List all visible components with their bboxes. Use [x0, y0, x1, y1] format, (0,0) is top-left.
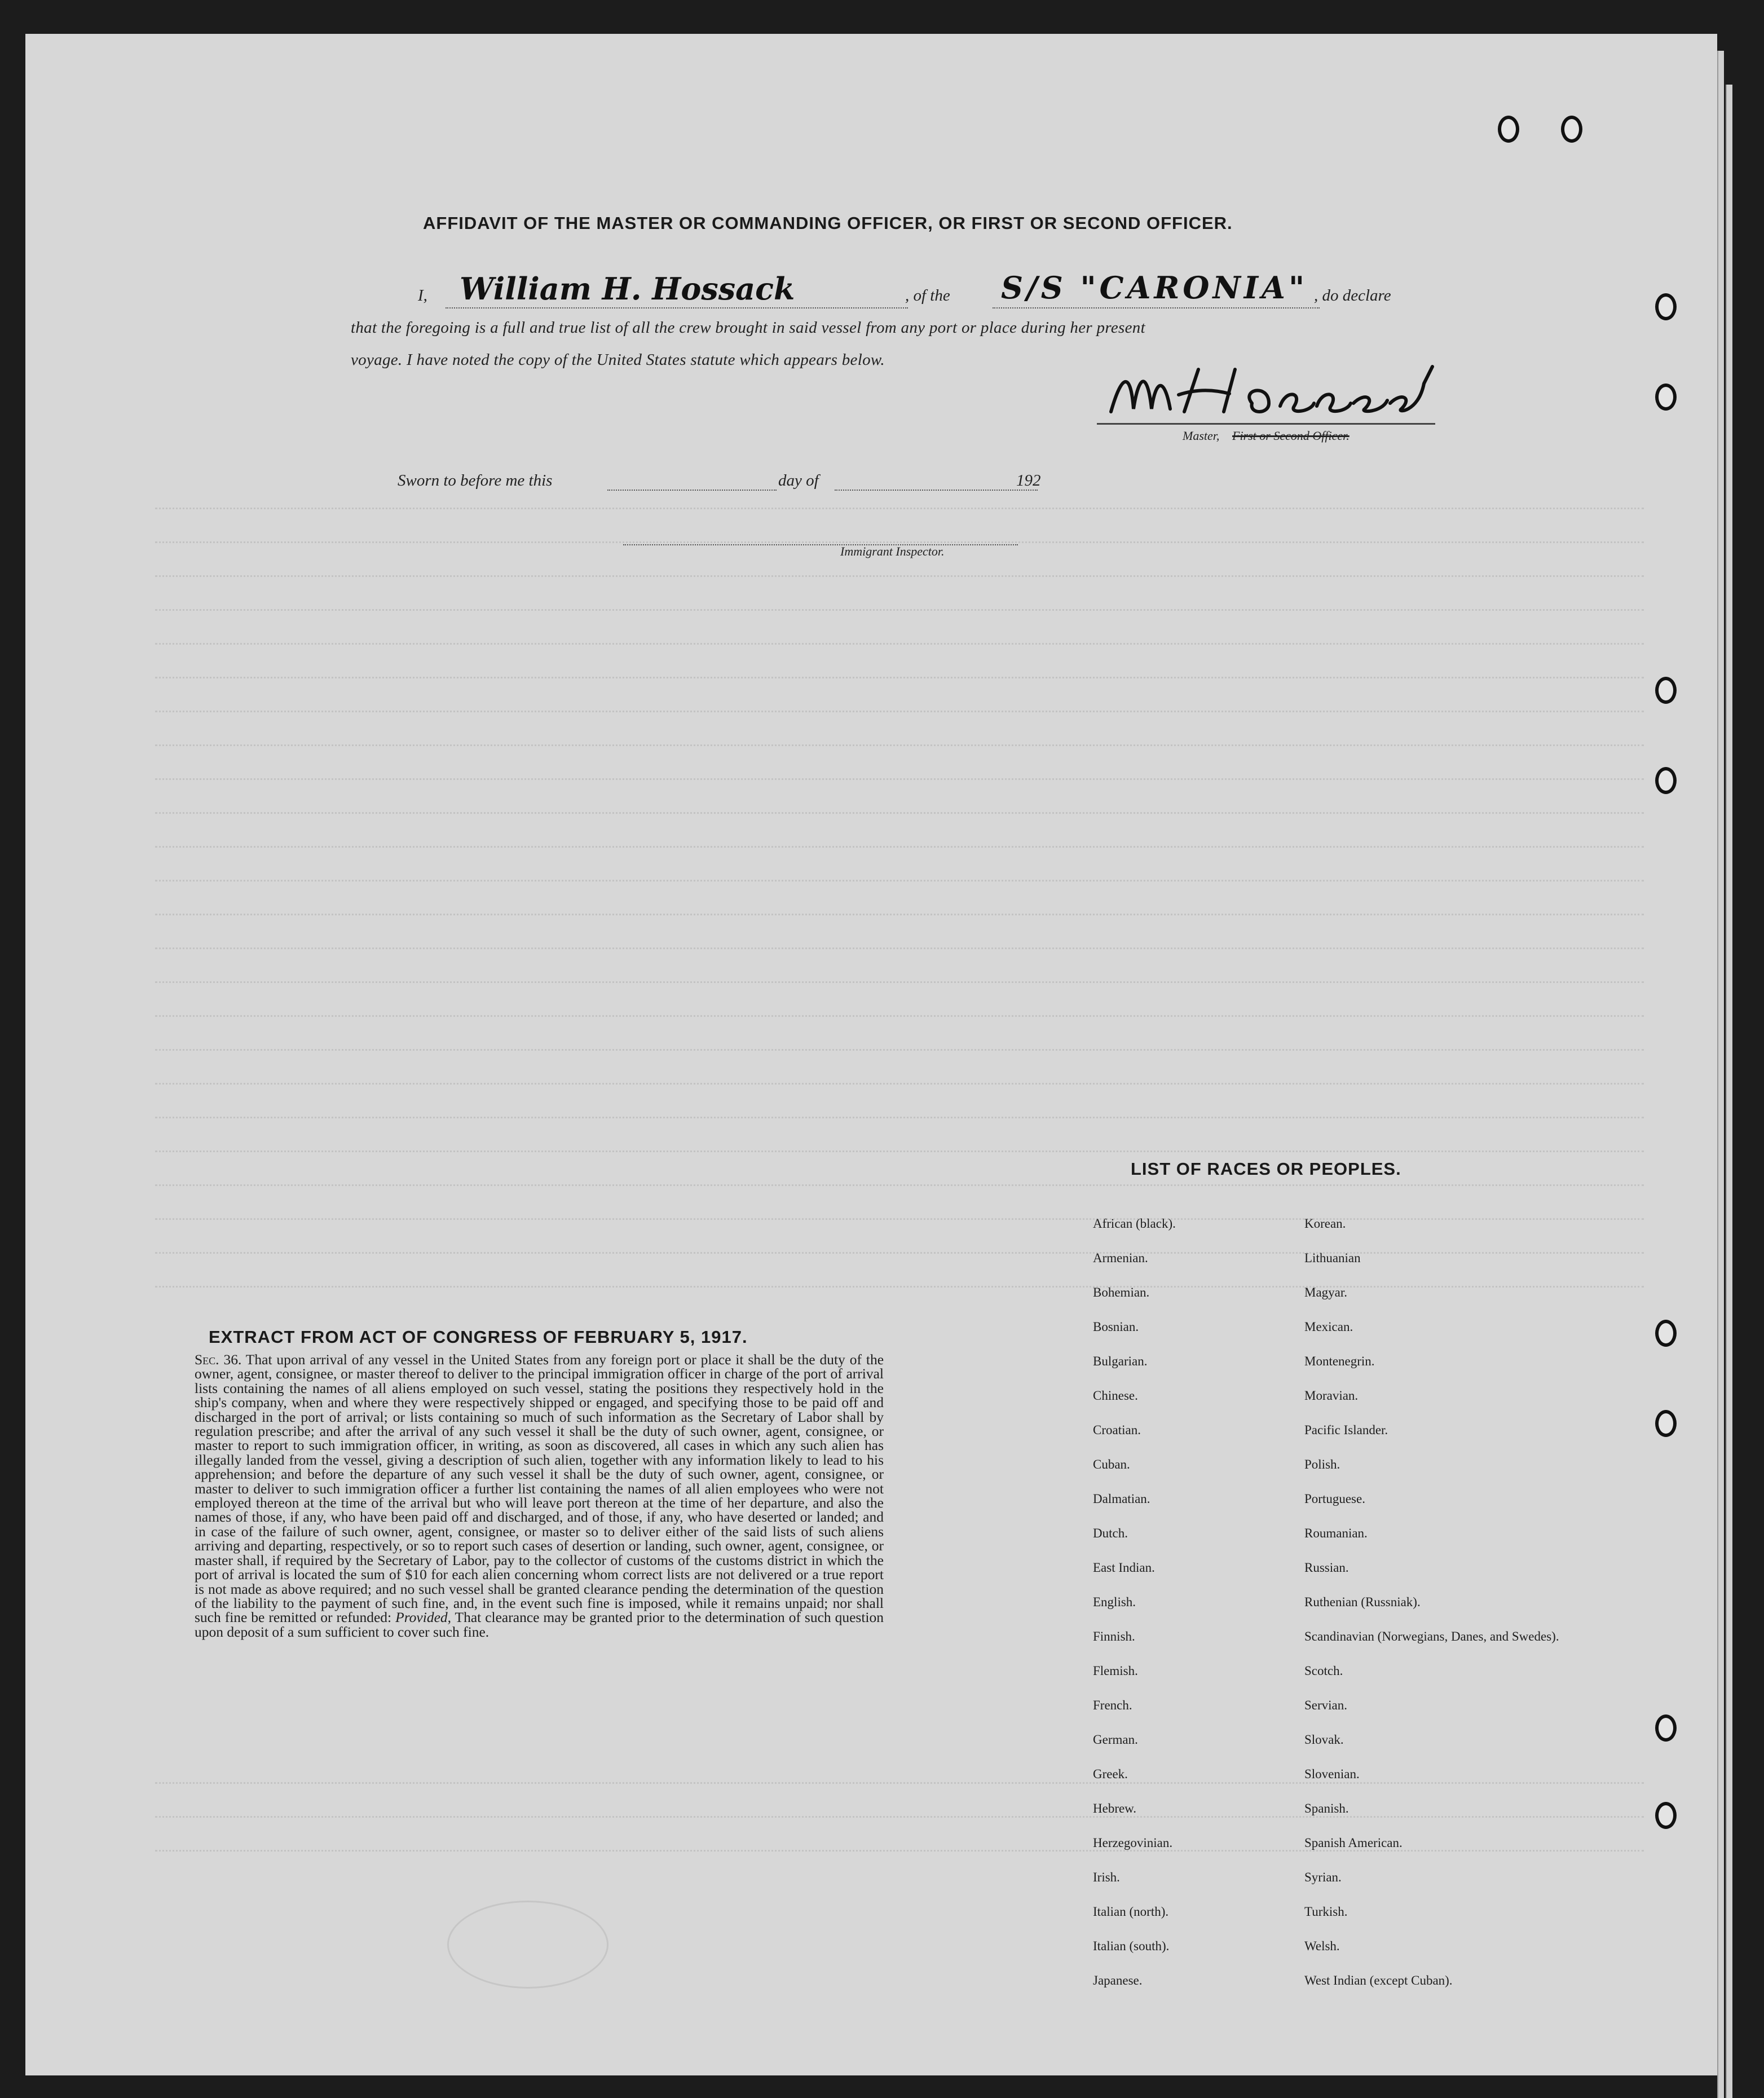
punch-hole [1498, 116, 1519, 143]
race-item: Slovak. [1304, 1733, 1344, 1747]
race-item: Japanese. [1093, 1973, 1143, 1987]
race-item: Armenian. [1093, 1251, 1148, 1265]
race-item: Moravian. [1304, 1389, 1359, 1403]
race-item: Mexican. [1304, 1320, 1353, 1334]
struck-officer-label: First or Second Officer. [1232, 429, 1350, 443]
punch-hole [1655, 1320, 1677, 1347]
proviso-label: Provided, [395, 1609, 452, 1626]
page-edge-2 [1726, 85, 1732, 2098]
punch-hole [1655, 384, 1677, 411]
race-item: Cuban. [1093, 1457, 1130, 1471]
master-signature [1100, 350, 1449, 423]
race-item: Italian (south). [1093, 1939, 1170, 1953]
master-label: Master, [1183, 429, 1220, 443]
race-item: Spanish. [1304, 1801, 1349, 1815]
race-item: Scotch. [1304, 1664, 1343, 1678]
race-item: English. [1093, 1595, 1136, 1609]
sworn-year: 192 [1016, 471, 1041, 490]
race-item: Dutch. [1093, 1526, 1128, 1540]
race-item: Herzegovinian. [1093, 1836, 1173, 1850]
sworn-text: Sworn to before me this [398, 471, 553, 490]
race-item: Russian. [1304, 1561, 1349, 1575]
race-item: Montenegrin. [1304, 1354, 1375, 1368]
affidavit-heading: AFFIDAVIT OF THE MASTER OR COMMANDING OFFICER, OR FIRST OR SECOND OFFICER. [423, 213, 1233, 233]
race-item: African (black). [1093, 1217, 1176, 1231]
inspector-label: Immigrant Inspector. [840, 544, 945, 558]
section-label: Sec. 36. [195, 1351, 242, 1368]
race-item: German. [1093, 1733, 1138, 1747]
punch-hole [1561, 116, 1582, 143]
punch-hole [1655, 677, 1677, 704]
inspector-signature-line [623, 544, 1018, 545]
race-item: Portuguese. [1304, 1492, 1365, 1506]
do-declare-label: , do declare [1314, 287, 1391, 305]
race-item: Lithuanian [1304, 1251, 1361, 1265]
declaration-line-2: that the foregoing is a full and true list of all the crew brought in said vessel from any port or place during her present [351, 319, 1145, 337]
vessel-fill-line [993, 307, 1320, 308]
race-item: Flemish. [1093, 1664, 1138, 1678]
punch-hole [1655, 1410, 1677, 1437]
faint-stamp-mark [447, 1901, 608, 1989]
race-item: Bohemian. [1093, 1285, 1150, 1299]
race-item: Hebrew. [1093, 1801, 1137, 1815]
races-list-left [1093, 1217, 1176, 2008]
race-item: Scandinavian (Norwegians, Danes, and Swedes). [1304, 1629, 1559, 1643]
punch-hole [1655, 1802, 1677, 1829]
race-item: Korean. [1304, 1217, 1346, 1231]
race-item: Bosnian. [1093, 1320, 1139, 1334]
race-item: Roumanian. [1304, 1526, 1368, 1540]
race-item: Polish. [1304, 1457, 1340, 1471]
race-item: Dalmatian. [1093, 1492, 1150, 1506]
master-name-handwritten: William H. Hossack [460, 271, 795, 307]
punch-hole [1655, 1714, 1677, 1742]
race-item: Syrian. [1304, 1870, 1342, 1884]
page-edge-1 [1717, 51, 1724, 2098]
punch-hole [1655, 293, 1677, 320]
sworn-day-line [607, 490, 777, 491]
race-item: Turkish. [1304, 1905, 1348, 1919]
act-section-36 [195, 1352, 884, 1639]
name-fill-line [446, 307, 908, 308]
affidavit-i-label: I, [418, 287, 427, 305]
race-item: Chinese. [1093, 1389, 1138, 1403]
race-item: Ruthenian (Russniak). [1304, 1595, 1421, 1609]
race-item: Welsh. [1304, 1939, 1340, 1953]
race-item: West Indian (except Cuban). [1304, 1973, 1453, 1987]
race-item: Magyar. [1304, 1285, 1348, 1299]
signature-line [1097, 423, 1435, 425]
race-item: Servian. [1304, 1698, 1348, 1712]
punch-hole [1655, 767, 1677, 794]
declaration-line-3: voyage. I have noted the copy of the United States statute which appears below. [351, 351, 885, 369]
race-item: East Indian. [1093, 1561, 1155, 1575]
of-the-label: , of the [905, 287, 950, 305]
extract-heading: EXTRACT FROM ACT OF CONGRESS OF FEBRUARY 5, 1917. [209, 1327, 748, 1347]
race-item: French. [1093, 1698, 1132, 1712]
race-item: Bulgarian. [1093, 1354, 1148, 1368]
act-body-text: That upon arrival of any vessel in the United States from any foreign port or place it shall be the duty of the owner, agent, consignee, or master thereof to deliver to the principal immigration officer in charge of the port of arrival lists containing the names of all aliens employed on such vessel, stating the positions they respectively hold in the ship's company, when and where they were respectively shipped or engaged, and specifying those to be paid off and discharged in the port of arrival; or lists containing so much of such information as the Secretary of Labor shall by regulation prescribe; and after the arrival of any such vessel it shall be the duty of such owner, agent, consignee, or master to report to such immigration officer, in writing, as soon as discovered, all cases in which any such alien has illegally landed from the vessel, giving a description of such alien, together with any information likely to lead to his apprehension; and before the departure of any such vessel it shall be the duty of such owner, agent, consignee, or master to deliver to such immigration officer a further list containing the names of all alien employees who were not employed thereon at the time of the arrival but who will leave port thereon at the time of her departure, and also the names of those, if any, who have been paid off and discharged, and of those, if any, who have deserted or landed; and in case of the failure of such owner, agent, consignee, or master so to deliver either of the said lists of such aliens arriving and departing, respectively, or so to report such cases of desertion or landing, such owner, agent, consignee, or master shall, if required by the Secretary of Labor, pay to the collector of customs of the customs district in which the port of arrival is located the sum of $10 for each alien concerning whom correct lists are not delivered or a true report is not made as above required; and no such vessel shall be granted clearance pending the determination of the question of the liability to the payment of such fine, and, in the event such fine is imposed, while it remains unpaid; nor shall such fine be remitted or refunded: [195, 1351, 884, 1626]
day-of-label: day of [778, 471, 819, 490]
race-item: Finnish. [1093, 1629, 1135, 1643]
race-item: Croatian. [1093, 1423, 1141, 1437]
race-item: Italian (north). [1093, 1905, 1169, 1919]
races-heading: LIST OF RACES OR PEOPLES. [1131, 1159, 1401, 1179]
sworn-month-line [835, 490, 1038, 491]
race-item: Spanish American. [1304, 1836, 1403, 1850]
race-item: Irish. [1093, 1870, 1120, 1884]
vessel-name-handwritten: S/S "CARONIA" [1001, 270, 1308, 306]
race-item: Greek. [1093, 1767, 1128, 1781]
race-item: Pacific Islander. [1304, 1423, 1388, 1437]
proviso-text: That clearance may be granted prior to the determination of such question upon deposit of a sum sufficient to cover such fine. [195, 1609, 884, 1640]
races-list-right [1304, 1217, 1559, 2008]
manifest-page [25, 34, 1717, 2075]
race-item: Slovenian. [1304, 1767, 1360, 1781]
